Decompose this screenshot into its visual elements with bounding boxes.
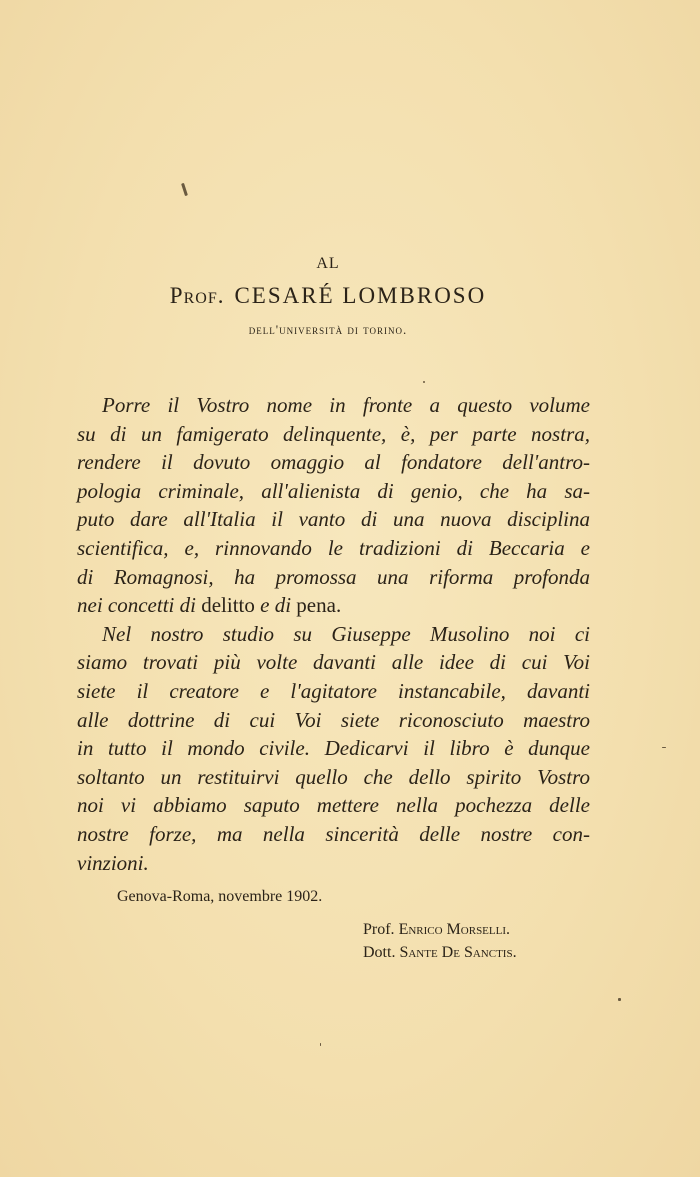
text-fragment-roman: pena. [296, 593, 342, 618]
text-line: alle dottrine di cui Voi siete riconosciuto maestro [77, 707, 590, 732]
dedicatee [0, 283, 656, 309]
paragraph-2 [77, 620, 590, 877]
dedicatee-title: Prof. [169, 283, 225, 308]
text-line: nostre forze, ma nella sincerità delle nostre con- [77, 821, 590, 846]
ink-dot [662, 747, 666, 748]
dedication-text [77, 391, 590, 877]
text-fragment: nei concetti di [77, 593, 196, 618]
text-line: vinzioni. [77, 850, 149, 875]
ink-dot [320, 1043, 321, 1046]
signature-name: Enrico Morselli. [398, 921, 511, 938]
dedicatee-name: CESARÉ LOMBROSO [234, 283, 487, 308]
signature-name: Sante De Sanctis. [399, 944, 517, 961]
text-line: scientifica, e, rinnovando le tradizioni di Beccaria e [77, 535, 590, 560]
ink-mark [181, 183, 188, 196]
text-line: su di un famigerato delinquente, è, per parte nostra, [77, 421, 590, 446]
text-line: pologia criminale, all'alienista di genio, che ha sa- [77, 478, 590, 503]
text-line: di Romagnosi, ha promossa una riforma profonda [77, 564, 590, 589]
signature-1 [363, 921, 510, 939]
signature-2 [363, 944, 517, 962]
dedication-to: AL [316, 255, 340, 272]
signature-title: Prof. [363, 921, 395, 938]
ink-dot [618, 998, 621, 1001]
text-line [77, 591, 590, 620]
text-line: Nel nostro studio su Giuseppe Musolino noi ci [102, 621, 590, 646]
dedicatee-affiliation: dell'università di torino. [248, 322, 408, 337]
text-line: noi vi abbiamo saputo mettere nella pochezza delle [77, 793, 590, 818]
text-line: rendere il dovuto omaggio al fondatore dell'antro- [77, 450, 590, 475]
paragraph-1 [77, 391, 590, 620]
text-fragment-roman: delitto [201, 593, 255, 618]
signature-title: Dott. [363, 944, 396, 961]
text-line: soltanto un restituirvi quello che dello spirito Vostro [77, 764, 590, 789]
text-line: siete il creatore e l'agitatore instancabile, davanti [77, 678, 590, 703]
dateline: Genova-Roma, novembre 1902. [117, 888, 323, 905]
text-line: in tutto il mondo civile. Dedicarvi il libro è dunque [77, 736, 590, 761]
text-line: siamo trovati più volte davanti alle idee di cui Voi [77, 650, 590, 675]
text-line: Porre il Vostro nome in fronte a questo volume [102, 393, 590, 417]
text-line: puto dare all'Italia il vanto di una nuova disciplina [77, 507, 590, 532]
ink-dot [423, 381, 425, 383]
text-fragment: e di [260, 593, 292, 618]
